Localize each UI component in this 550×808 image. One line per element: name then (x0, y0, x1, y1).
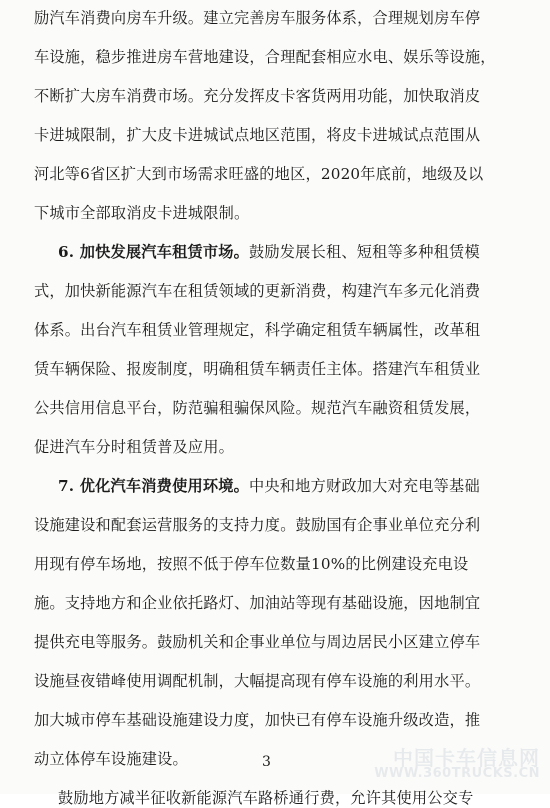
section-6-text: 鼓励发展长租、短租等多种租赁模 (249, 243, 480, 261)
section-6-first-line (58, 242, 480, 262)
section-6-heading: 6. 加快发展汽车租赁市场。 (58, 243, 250, 261)
body-line: 促进汽车分时租赁普及应用。 (34, 438, 235, 456)
section-7-first-line (58, 476, 480, 496)
body-line: 公共信用信息平台，防范骗租骗保风险。规范汽车融资租赁发展， (34, 399, 481, 417)
body-line: 鼓励地方减半征收新能源汽车路桥通行费，允许其使用公交专 (58, 789, 474, 807)
watermark (374, 742, 540, 786)
body-line: 动立体停车设施建设。 (34, 750, 188, 768)
body-line: 体系。出台汽车租赁业管理规定，科学确定租赁车辆属性，改革租 (34, 321, 481, 339)
body-line: 加大城市停车基础设施建设力度，加快已有停车设施升级改造，推 (34, 711, 481, 729)
body-line: 设施建设和配套运营服务的支持力度。鼓励国有企事业单位充分利 (34, 516, 481, 534)
body-line: 车设施，稳步推进房车营地建设，合理配套相应水电、娱乐等设施， (34, 48, 496, 66)
body-line: 下城市全部取消皮卡进城限制。 (34, 204, 250, 222)
body-line: 用现有停车场地，按照不低于停车位数量10%的比例建设充电设 (34, 555, 469, 573)
body-line: 提供充电等服务。鼓励机关和企事业单位与周边居民小区建立停车 (34, 633, 481, 651)
body-line: 设施昼夜错峰使用调配机制，大幅提高现有停车设施的利用水平。 (34, 672, 481, 690)
body-line: 不断扩大房车消费市场。充分发挥皮卡客货两用功能，加快取消皮 (34, 87, 481, 105)
body-line: 赁车辆保险、报废制度，明确租赁车辆责任主体。搭建汽车租赁业 (34, 360, 481, 378)
body-line: 式，加快新能源汽车在租赁领域的更新消费，构建汽车多元化消费 (34, 282, 481, 300)
body-line: 卡进城限制，扩大皮卡进城试点地区范围，将皮卡进城试点范围从 (34, 126, 481, 144)
section-7-heading: 7. 优化汽车消费使用环境。 (58, 477, 250, 495)
body-line: 施。支持地方和企业依托路灯、加油站等现有基础设施，因地制宜 (34, 594, 481, 612)
watermark-en: WWW.360TRUCKS.CN (374, 766, 540, 781)
body-line: 励汽车消费向房车升级。建立完善房车服务体系，合理规划房车停 (34, 9, 481, 27)
watermark-cn: 中国卡车信息网 (393, 746, 540, 770)
body-line: 河北等6省区扩大到市场需求旺盛的地区，2020年底前，地级及以 (34, 165, 484, 183)
page-number: 3 (262, 754, 271, 770)
section-7-text: 中央和地方财政加大对充电等基础 (249, 477, 480, 495)
